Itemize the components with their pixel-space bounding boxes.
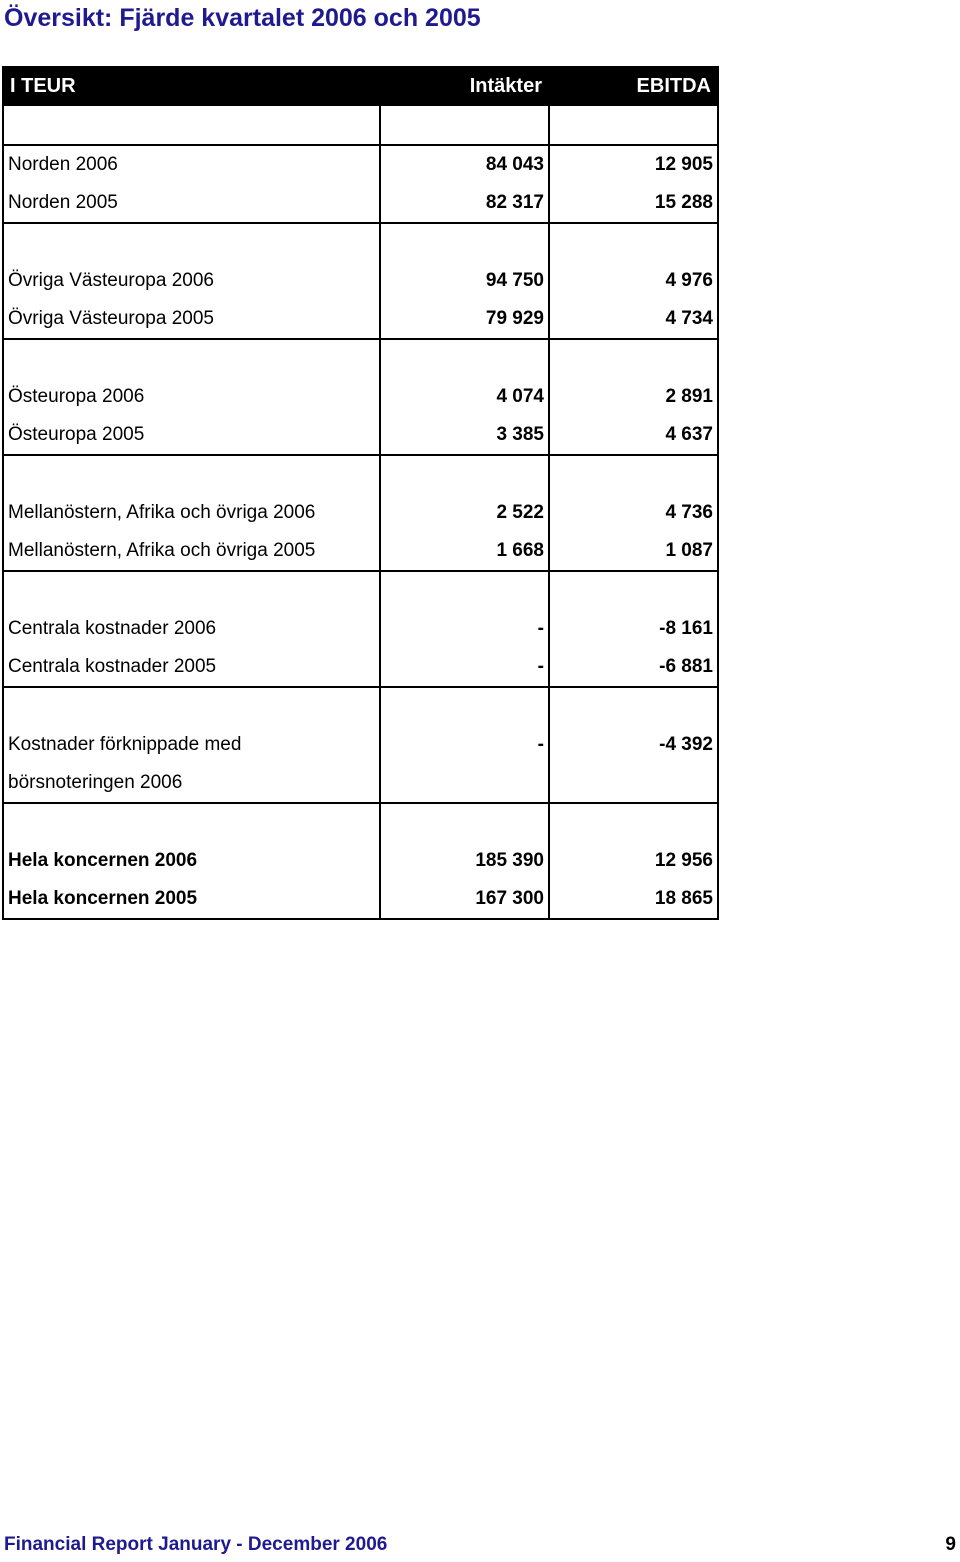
table-spacer-row [3,455,718,494]
row-label: Kostnader förknippade med [3,726,380,764]
table-spacer-row [3,223,718,262]
revenue-value: - [380,648,549,687]
table-row [3,378,718,416]
ebitda-value: 12 956 [549,842,718,880]
table-row [3,145,718,184]
revenue-value: 82 317 [380,184,549,223]
revenue-value: 2 522 [380,494,549,532]
revenue-value: 167 300 [380,880,549,919]
row-label: Mellanöstern, Afrika och övriga 2006 [3,494,380,532]
overview-table [2,66,719,920]
table-row [3,726,718,764]
footer-page-number: 9 [945,1534,956,1555]
ebitda-value: 1 087 [549,532,718,571]
ebitda-value [549,764,718,803]
row-label: Centrala kostnader 2006 [3,610,380,648]
table-row [3,532,718,571]
row-label: Övriga Västeuropa 2005 [3,300,380,339]
row-label: Centrala kostnader 2005 [3,648,380,687]
table-row [3,416,718,455]
row-label: Övriga Västeuropa 2006 [3,262,380,300]
revenue-value [380,764,549,803]
ebitda-value: -4 392 [549,726,718,764]
ebitda-value: -6 881 [549,648,718,687]
row-label: Norden 2006 [3,145,380,184]
table-spacer-row [3,571,718,610]
row-label: Hela koncernen 2005 [3,880,380,919]
ebitda-value: 4 734 [549,300,718,339]
ebitda-value: 4 637 [549,416,718,455]
revenue-value: 1 668 [380,532,549,571]
revenue-value: 79 929 [380,300,549,339]
row-label: Östeuropa 2006 [3,378,380,416]
row-label: Östeuropa 2005 [3,416,380,455]
column-header-unit: I TEUR [3,67,380,105]
revenue-value: 185 390 [380,842,549,880]
table-row [3,300,718,339]
revenue-value: 84 043 [380,145,549,184]
ebitda-value: -8 161 [549,610,718,648]
table-row [3,610,718,648]
revenue-value: - [380,610,549,648]
table-body [3,105,718,919]
table-row [3,184,718,223]
ebitda-value: 18 865 [549,880,718,919]
table-row [3,764,718,803]
ebitda-value: 15 288 [549,184,718,223]
row-label: Norden 2005 [3,184,380,223]
row-label: Mellanöstern, Afrika och övriga 2005 [3,532,380,571]
table-row [3,494,718,532]
footer-report-title: Financial Report January - December 2006 [4,1534,388,1555]
table-spacer-row [3,105,718,145]
column-header-ebitda: EBITDA [549,67,718,105]
ebitda-value: 2 891 [549,378,718,416]
ebitda-value: 4 976 [549,262,718,300]
revenue-value: 94 750 [380,262,549,300]
ebitda-value: 4 736 [549,494,718,532]
table-row [3,262,718,300]
table-row [3,648,718,687]
total-row [3,880,718,919]
table-spacer-row [3,339,718,378]
page-title: Översikt: Fjärde kvartalet 2006 och 2005 [4,4,481,32]
row-label: Hela koncernen 2006 [3,842,380,880]
revenue-value: 3 385 [380,416,549,455]
table-spacer-row [3,687,718,726]
column-header-revenue: Intäkter [380,67,549,105]
row-label: börsnoteringen 2006 [3,764,380,803]
total-row [3,842,718,880]
table-spacer-row [3,803,718,842]
revenue-value: - [380,726,549,764]
revenue-value: 4 074 [380,378,549,416]
ebitda-value: 12 905 [549,145,718,184]
table-header [3,67,718,105]
